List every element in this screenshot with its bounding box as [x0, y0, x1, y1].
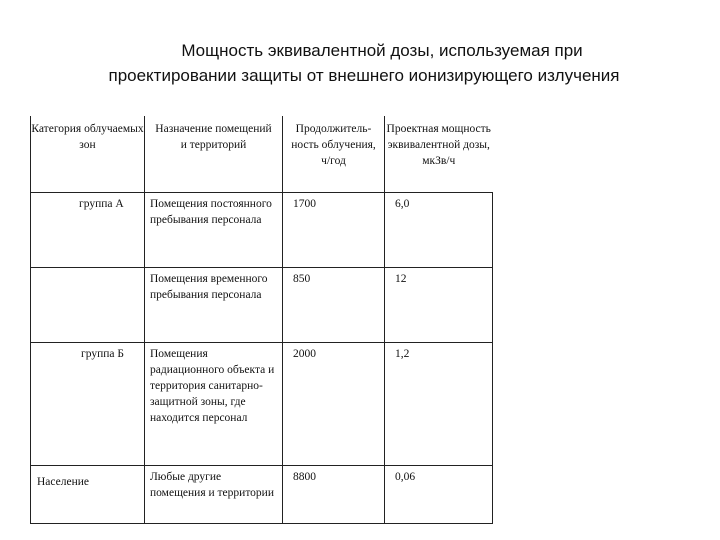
header-dose: Проектная мощность эквивалентной дозы, мкЗв/ч [385, 116, 493, 192]
row-4-dose: 0,06 [385, 465, 493, 523]
row-3-category: группа Б [31, 342, 145, 465]
row-1-dose: 6,0 [385, 192, 493, 267]
row-1-purpose: Помещения постоянного пребывания персонала [145, 192, 283, 267]
table-row [31, 342, 493, 465]
title-line-2: проектировании защиты от внешнего ионизирующего излучения [108, 66, 620, 85]
header-category: Категория облучаемых зон [31, 116, 145, 192]
header-duration: Продолжитель-ность облучения, ч/год [283, 116, 385, 192]
row-4-category: Население [31, 465, 145, 523]
row-3-dose: 1,2 [385, 342, 493, 465]
row-3-duration: 2000 [283, 342, 385, 465]
row-4-duration: 8800 [283, 465, 385, 523]
table-header-row [31, 116, 493, 192]
row-1-category: группа А [31, 192, 145, 267]
row-4-purpose: Любые другие помещения и территории [145, 465, 283, 523]
table-row [31, 267, 493, 342]
dose-table [30, 116, 493, 524]
row-2-purpose: Помещения временного пребывания персонала [145, 267, 283, 342]
dose-table-container [30, 116, 493, 524]
table-row [31, 465, 493, 523]
row-1-duration: 1700 [283, 192, 385, 267]
title-line-1: Мощность эквивалентной дозы, используемая при [181, 41, 583, 60]
header-purpose: Назначение помещений и территорий [145, 116, 283, 192]
row-2-dose: 12 [385, 267, 493, 342]
row-2-category [31, 267, 145, 342]
page-title [0, 38, 720, 88]
table-row [31, 192, 493, 267]
row-2-duration: 850 [283, 267, 385, 342]
row-3-purpose: Помещения радиационного объекта и территория санитарно-защитной зоны, где находится персонал [145, 342, 283, 465]
